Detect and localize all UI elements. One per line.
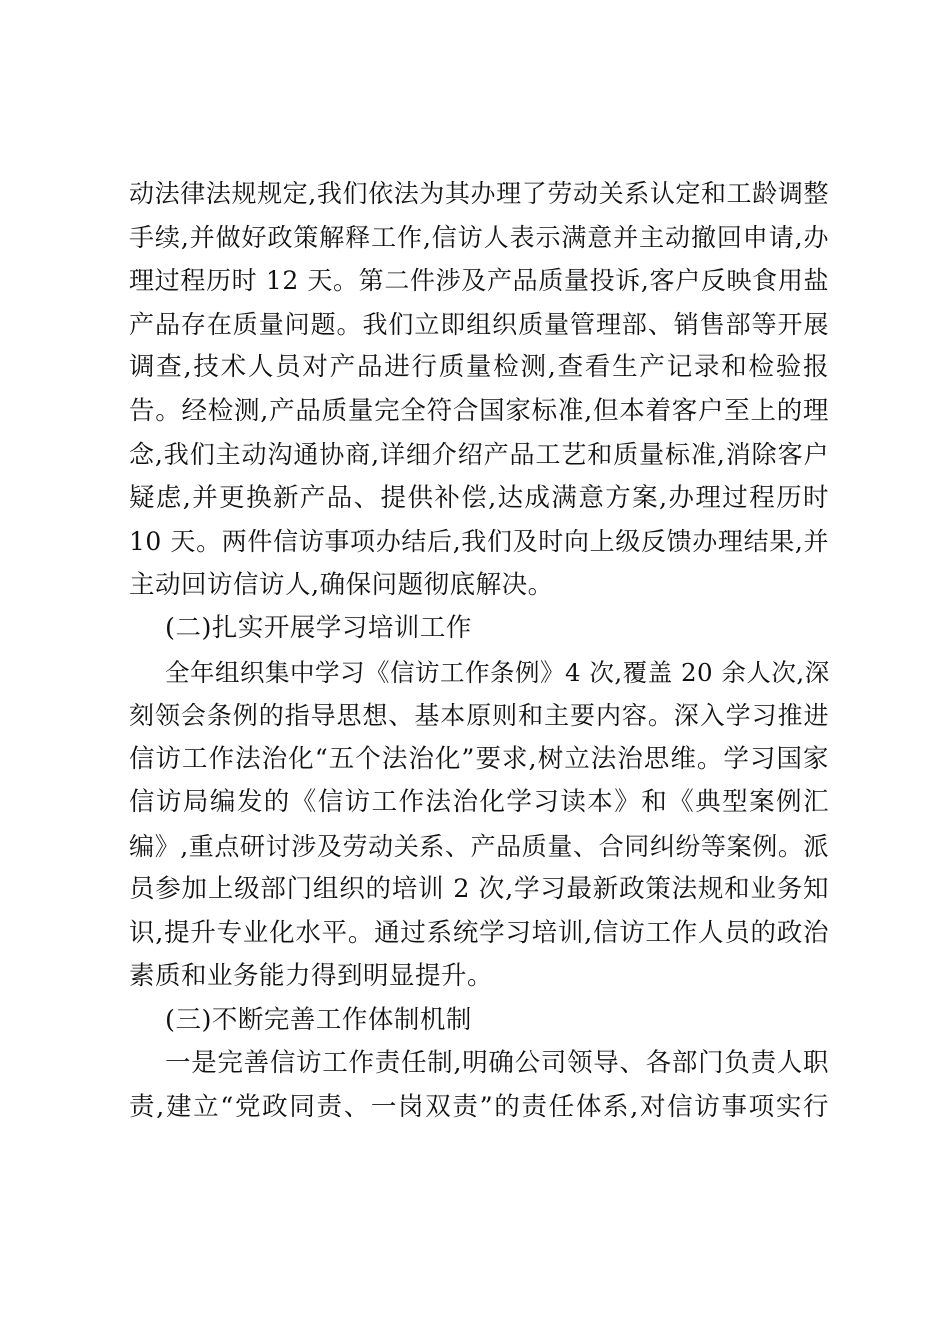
text-line: 主动回访信访人,确保问题彻底解决。 xyxy=(129,569,554,600)
text-line: 信访工作法治化“五个法治化”要求,树立法治思维。学习国家 xyxy=(129,743,829,774)
text-line: 刻领会条例的指导思想、基本原则和主要内容。深入学习推进 xyxy=(129,701,829,730)
text-line: 一是完善信访工作责任制,明确公司领导、各部门负责人职 xyxy=(165,1048,829,1078)
text-line: 编》,重点研讨涉及劳动关系、产品质量、合同纠纷等案例。派 xyxy=(129,831,829,861)
paragraph-continued xyxy=(129,172,829,1129)
text-line: 员参加上级部门组织的培训 2 次,学习最新政策法规和业务知 xyxy=(129,874,829,904)
section-heading-2: (二)扎实开展学习培训工作 xyxy=(165,613,472,643)
text-line: 识,提升专业化水平。通过系统学习培训,信访工作人员的政治 xyxy=(129,917,829,948)
section-heading-3: (三)不断完善工作体制机制 xyxy=(165,1004,472,1035)
text-line: 告。经检测,产品质量完全符合国家标准,但本着客户至上的理 xyxy=(129,395,829,426)
text-line: 手续,并做好政策解释工作,信访人表示满意并主动撤回申请,办 xyxy=(129,222,829,252)
text-line: 信访局编发的《信访工作法治化学习读本》和《典型案例汇 xyxy=(129,787,829,817)
text-line: 动法律法规规定,我们依法为其办理了劳动关系认定和工龄调整 xyxy=(129,179,829,208)
text-line: 念,我们主动沟通协商,详细介绍产品工艺和质量标准,消除客户 xyxy=(129,440,829,469)
text-line: 疑虑,并更换新产品、提供补偿,达成满意方案,办理过程历时 xyxy=(129,482,829,513)
text-line: 产品存在质量问题。我们立即组织质量管理部、销售部等开展 xyxy=(129,309,829,339)
text-line: 责,建立“党政同责、一岗双责”的责任体系,对信访事项实行 xyxy=(129,1091,829,1122)
text-line: 调查,技术人员对产品进行质量检测,查看生产记录和检验报 xyxy=(129,352,829,382)
text-line: 素质和业务能力得到明显提升。 xyxy=(129,961,494,991)
text-line: 10 天。两件信访事项办结后,我们及时向上级反馈办理结果,并 xyxy=(129,527,829,556)
text-line: 全年组织集中学习《信访工作条例》4 次,覆盖 20 余人次,深 xyxy=(165,657,830,687)
text-line: 理过程历时 12 天。第二件涉及产品质量投诉,客户反映食用盐 xyxy=(129,266,829,295)
